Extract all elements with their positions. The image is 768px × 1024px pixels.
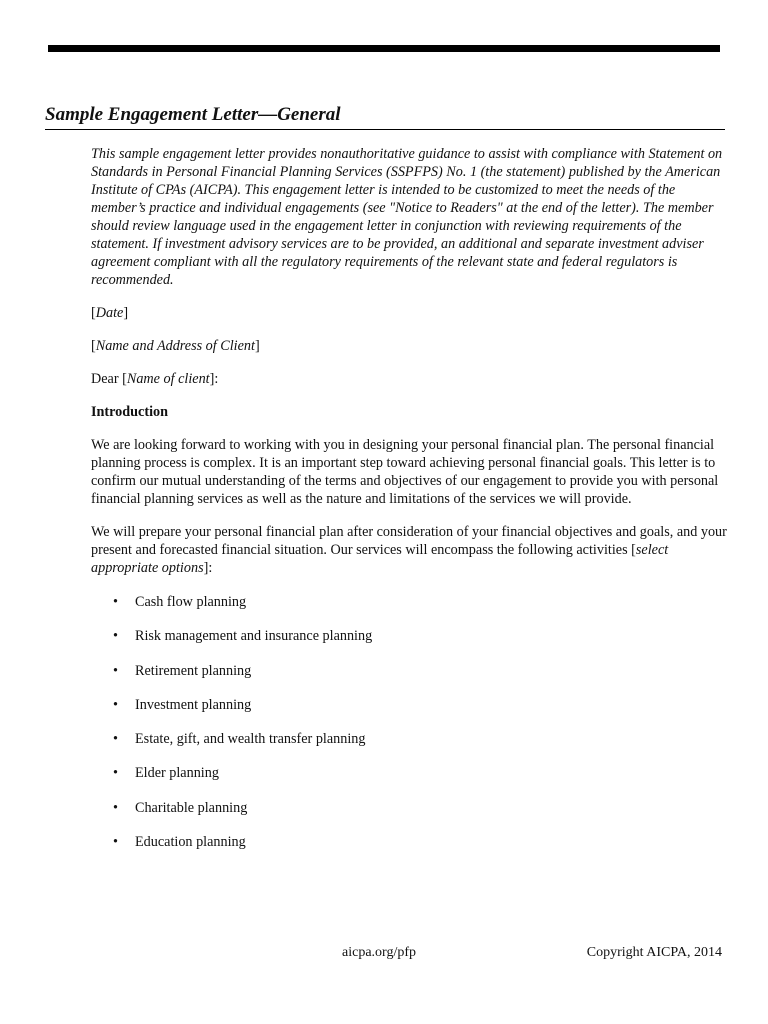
- list-item-label: Risk management and insurance planning: [135, 628, 373, 645]
- list-item-label: Retirement planning: [135, 662, 252, 679]
- list-item-label: Investment planning: [135, 696, 252, 713]
- letter-body: [91, 145, 727, 867]
- list-item: [91, 730, 727, 748]
- salutation-placeholder: Name of client: [126, 371, 210, 387]
- client-address-placeholder: Name and Address of Client: [95, 338, 255, 354]
- footer-copyright: Copyright AICPA, 2014: [586, 945, 722, 960]
- bullet-icon: •: [113, 834, 118, 851]
- date-placeholder: Date: [95, 305, 124, 321]
- list-item: [91, 833, 727, 851]
- list-item: [91, 764, 727, 782]
- services-list: [91, 593, 727, 851]
- services-paragraph-text: We will prepare your personal financial plan after consideration of your financial objectives and goals, and your present and forecasted financial situation. Our services will encompass the following activities: [91, 524, 727, 558]
- document-title: Sample Engagement Letter—General: [45, 104, 341, 125]
- list-item-label: Charitable planning: [135, 799, 248, 816]
- list-item: [91, 799, 727, 817]
- footer-website: aicpa.org/pfp: [342, 945, 416, 960]
- bullet-icon: •: [113, 594, 118, 610]
- bullet-icon: •: [113, 628, 118, 645]
- list-item: [91, 662, 727, 680]
- title-underline: [45, 129, 725, 130]
- bullet-icon: •: [113, 765, 118, 782]
- date-line: [Date]: [91, 305, 129, 321]
- services-paragraph-suffix: :: [208, 560, 213, 576]
- bullet-icon: •: [113, 799, 118, 816]
- services-paragraph: We will prepare your personal financial plan after consideration of your financial objectives and goals, and your present and forecasted financial situation. Our services will encompass the following activities [select appropriate options]:: [91, 524, 727, 576]
- salutation-prefix: Dear: [91, 371, 123, 387]
- bullet-icon: •: [113, 662, 118, 679]
- salutation: Dear [Name of client]:: [91, 371, 219, 387]
- guidance-note: This sample engagement letter provides nonauthoritative guidance to assist with compliance with Statement on Standards in Personal Financial Planning Services (SSPFPS) No. 1 (the statement) published by the American Institute of CPAs (AICPA). This engagement letter is intended to be customized to meet the needs of the member’s practice and individual engagements (see "Notice to Readers" at the end of the letter). The member should review language used in the engagement letter in conjunction with reviewing requirements of the statement. If investment advisory services are to be provided, an additional and separate investment adviser agreement compliant with all the regulatory requirements of the relevant state and federal regulators is recommended.: [91, 146, 723, 288]
- bullet-icon: •: [113, 696, 118, 713]
- introduction-heading: Introduction: [91, 404, 168, 420]
- list-item: [91, 627, 727, 645]
- intro-paragraph: We are looking forward to working with you in designing your personal financial plan. The personal financial planning process is complex. It is an important step toward achieving personal financial goals. This letter is to confirm our mutual understanding of the terms and objectives of our engagement to provide you with personal financial planning services as well as the nature and limitations of the services we will provide.: [91, 437, 719, 507]
- list-item-label: Elder planning: [135, 765, 219, 782]
- salutation-suffix: :: [214, 371, 219, 387]
- list-item-label: Education planning: [135, 834, 246, 851]
- list-item-label: Cash flow planning: [135, 594, 247, 610]
- list-item: [91, 696, 727, 714]
- bullet-icon: •: [113, 731, 118, 748]
- list-item: [91, 593, 727, 611]
- select-options-placeholder: select appropriate options: [91, 542, 669, 576]
- header-rule: [48, 45, 720, 52]
- list-item-label: Estate, gift, and wealth transfer planning: [135, 731, 366, 748]
- client-address-line: [Name and Address of Client]: [91, 338, 260, 354]
